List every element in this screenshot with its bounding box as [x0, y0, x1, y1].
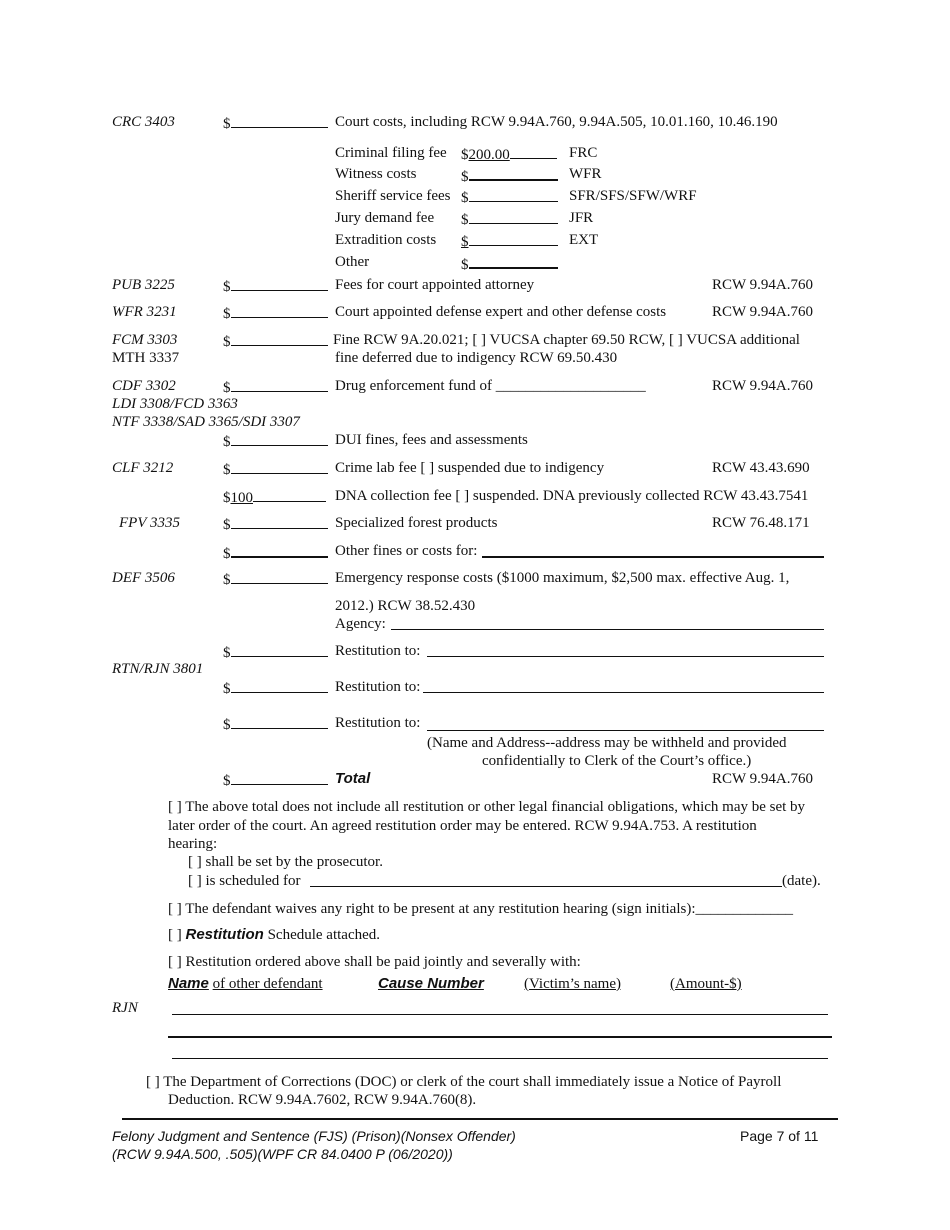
- rcw-pub: RCW 9.94A.760: [712, 277, 813, 293]
- amount-def[interactable]: [223, 569, 328, 589]
- code-clf: CLF 3212: [112, 460, 174, 476]
- restitution-line-2[interactable]: [423, 692, 824, 693]
- dna-fee-value: 100: [230, 490, 253, 506]
- header-amount: (Amount-$): [670, 976, 742, 992]
- code-fcm: FCM 3303: [112, 332, 178, 348]
- desc-cdf: Drug enforcement fund of ____________________: [335, 378, 646, 394]
- dollar-sign: $: [461, 169, 469, 185]
- agency-line[interactable]: [391, 629, 824, 630]
- restitution-line-1[interactable]: [427, 656, 824, 657]
- restitution-note-1: (Name and Address--address may be withheld and provided: [427, 735, 787, 751]
- dollar-sign: $: [461, 190, 469, 206]
- codefendant-line-2[interactable]: [168, 1036, 832, 1038]
- sub-label-other: Other: [335, 254, 370, 270]
- dollar-sign: $: [223, 434, 231, 450]
- desc-wfr: Court appointed defense expert and other defense costs: [335, 304, 667, 320]
- sub-label-witness: Witness costs: [335, 166, 417, 182]
- desc-clf: Crime lab fee [ ] suspended due to indigency: [335, 460, 605, 476]
- code-crc: CRC 3403: [112, 114, 175, 130]
- amount-clf[interactable]: [223, 459, 328, 479]
- sub-code-jury: JFR: [569, 210, 594, 226]
- sub-label-jury: Jury demand fee: [335, 210, 435, 226]
- restitution-line-3[interactable]: [427, 730, 824, 731]
- checkbox-bracket: [ ]: [168, 927, 182, 943]
- sub-amount-sheriff[interactable]: [461, 187, 558, 207]
- label-total: Total: [335, 770, 371, 787]
- dollar-sign: $: [223, 773, 231, 789]
- header-name: [168, 975, 323, 993]
- sub-label-sheriff: Sheriff service fees: [335, 188, 451, 204]
- code-pub: PUB 3225: [112, 277, 175, 293]
- label-restitution-3: Restitution to:: [335, 715, 421, 731]
- restitution-total-line-1: [ ] The above total does not include all restitution or other legal financial obligations, which may be set by: [168, 799, 806, 815]
- dollar-sign: $: [223, 279, 231, 295]
- checkbox-prosecutor[interactable]: [ ] shall be set by the prosecutor.: [188, 854, 383, 870]
- checkbox-waives[interactable]: [ ] The defendant waives any right to be present at any restitution hearing (sign initials):_____________: [168, 901, 793, 917]
- restitution-total-line-2: later order of the court. An agreed restitution order may be entered. RCW 9.94A.753. A restitution: [168, 818, 757, 834]
- rcw-cdf: RCW 9.94A.760: [712, 378, 813, 394]
- rcw-fpv: RCW 76.48.171: [712, 515, 810, 531]
- dollar-sign: $: [223, 572, 231, 588]
- checkbox-schedule-attached[interactable]: [168, 926, 380, 944]
- header-victim: (Victim’s name): [524, 976, 621, 992]
- desc-crc: Court costs, including RCW 9.94A.760, 9.94A.505, 10.01.160, 10.46.190: [335, 114, 778, 130]
- dollar-sign: $: [461, 257, 469, 273]
- schedule-attached-text: Schedule attached.: [267, 927, 381, 943]
- dollar-sign: $: [223, 116, 231, 132]
- checkbox-jointly[interactable]: [ ] Restitution ordered above shall be paid jointly and severally with:: [168, 954, 581, 970]
- dollar-sign: $: [461, 234, 469, 250]
- amount-wfr[interactable]: [223, 303, 328, 323]
- rcw-wfr: RCW 9.94A.760: [712, 304, 813, 320]
- code-rtn: RTN/RJN 3801: [112, 661, 204, 677]
- sub-label-filing: Criminal filing fee: [335, 145, 447, 161]
- amount-dui[interactable]: [223, 431, 328, 451]
- codefendant-line-1[interactable]: [172, 1014, 828, 1015]
- amount-fpv[interactable]: [223, 514, 328, 534]
- label-agency: Agency:: [335, 616, 386, 632]
- dollar-sign: $: [223, 517, 231, 533]
- code-fpv: FPV 3335: [119, 515, 180, 531]
- codefendant-line-3[interactable]: [172, 1058, 828, 1059]
- desc-def-1: Emergency response costs ($1000 maximum, $2,500 max. effective Aug. 1,: [335, 570, 790, 586]
- sub-code-extradition: EXT: [569, 232, 599, 248]
- amount-dna[interactable]: [223, 487, 326, 507]
- code-ntf: NTF 3338/SAD 3365/SDI 3307: [112, 414, 300, 430]
- sub-amount-witness[interactable]: [461, 165, 558, 186]
- amount-pub[interactable]: [223, 276, 328, 296]
- dollar-sign: $: [223, 546, 231, 562]
- checkbox-scheduled[interactable]: [ ] is scheduled for: [188, 873, 301, 889]
- code-cdf: CDF 3302: [112, 378, 176, 394]
- name-bold: Name: [168, 975, 209, 992]
- desc-dna: DNA collection fee [ ] suspended. DNA previously collected RCW 43.43.7541: [335, 488, 809, 504]
- footer-title-1: Felony Judgment and Sentence (FJS) (Prison)(Nonsex Offender): [112, 1128, 516, 1144]
- restitution-total-line-3: hearing:: [168, 836, 218, 852]
- amount-restitution-3[interactable]: [223, 714, 328, 734]
- label-restitution-1: Restitution to:: [335, 643, 421, 659]
- amount-restitution-2[interactable]: [223, 678, 328, 698]
- desc-pub: Fees for court appointed attorney: [335, 277, 535, 293]
- code-mth: MTH 3337: [112, 350, 180, 366]
- restitution-note-2: confidentially to Clerk of the Court’s office.): [482, 753, 752, 769]
- dollar-sign: $: [223, 306, 231, 322]
- desc-fcm-2: fine deferred due to indigency RCW 69.50.430: [335, 350, 618, 366]
- amount-other-fines[interactable]: [223, 542, 328, 563]
- sub-code-sheriff: SFR/SFS/SFW/WRF: [569, 188, 697, 204]
- other-fines-line[interactable]: [482, 556, 824, 558]
- rcw-clf: RCW 43.43.690: [712, 460, 810, 476]
- label-date: (date).: [782, 873, 821, 889]
- amount-cdf[interactable]: [223, 377, 328, 397]
- restitution-word: Restitution: [185, 926, 264, 943]
- checkbox-payroll[interactable]: [ ] The Department of Corrections (DOC) or clerk of the court shall immediately issue a Notice of Payroll: [146, 1074, 782, 1090]
- dollar-sign: $: [223, 490, 231, 506]
- payroll-line-2: Deduction. RCW 9.94A.7602, RCW 9.94A.760(8).: [168, 1092, 477, 1108]
- name-rest: of other defendant: [212, 976, 323, 992]
- sub-amount-jury[interactable]: [461, 209, 558, 229]
- dollar-sign: $: [223, 334, 231, 350]
- amount-total[interactable]: [223, 770, 328, 790]
- code-ldi: LDI 3308/FCD 3363: [112, 396, 238, 412]
- sub-amount-other[interactable]: [461, 253, 558, 274]
- desc-def-2: 2012.) RCW 38.52.430: [335, 598, 476, 614]
- desc-other-fines: Other fines or costs for:: [335, 543, 478, 559]
- sub-label-extradition: Extradition costs: [335, 232, 437, 248]
- sub-amount-filing[interactable]: [461, 144, 557, 164]
- code-def: DEF 3506: [112, 570, 175, 586]
- sub-amount-extradition[interactable]: [461, 231, 558, 251]
- dollar-sign: $: [223, 717, 231, 733]
- dollar-sign: $: [223, 380, 231, 396]
- code-wfr: WFR 3231: [112, 304, 177, 320]
- sub-code-witness: WFR: [569, 166, 602, 182]
- desc-fcm-1: Fine RCW 9A.20.021; [ ] VUCSA chapter 69.50 RCW, [ ] VUCSA additional: [333, 332, 800, 348]
- desc-fpv: Specialized forest products: [335, 515, 498, 531]
- amount-restitution-1[interactable]: [223, 642, 328, 662]
- label-restitution-2: Restitution to:: [335, 679, 421, 695]
- code-rjn: RJN: [112, 1000, 138, 1016]
- dollar-sign: $: [223, 645, 231, 661]
- dollar-sign: $: [461, 147, 469, 163]
- footer-title-2: (RCW 9.94A.500, .505)(WPF CR 84.0400 P (06/2020)): [112, 1146, 453, 1162]
- dollar-sign: $: [223, 681, 231, 697]
- rcw-total: RCW 9.94A.760: [712, 771, 813, 787]
- dollar-sign: $: [461, 212, 469, 228]
- dollar-sign: $: [223, 462, 231, 478]
- scheduled-date-line[interactable]: [310, 886, 782, 887]
- sub-code-filing: FRC: [569, 145, 598, 161]
- filing-fee-value: 200.00: [468, 147, 510, 163]
- header-cause-number: Cause Number: [378, 975, 484, 992]
- desc-dui: DUI fines, fees and assessments: [335, 432, 528, 448]
- amount-fcm[interactable]: [223, 331, 328, 351]
- page-number: Page 7 of 11: [740, 1128, 819, 1144]
- footer-rule: [122, 1118, 838, 1120]
- amount-crc[interactable]: [223, 113, 328, 133]
